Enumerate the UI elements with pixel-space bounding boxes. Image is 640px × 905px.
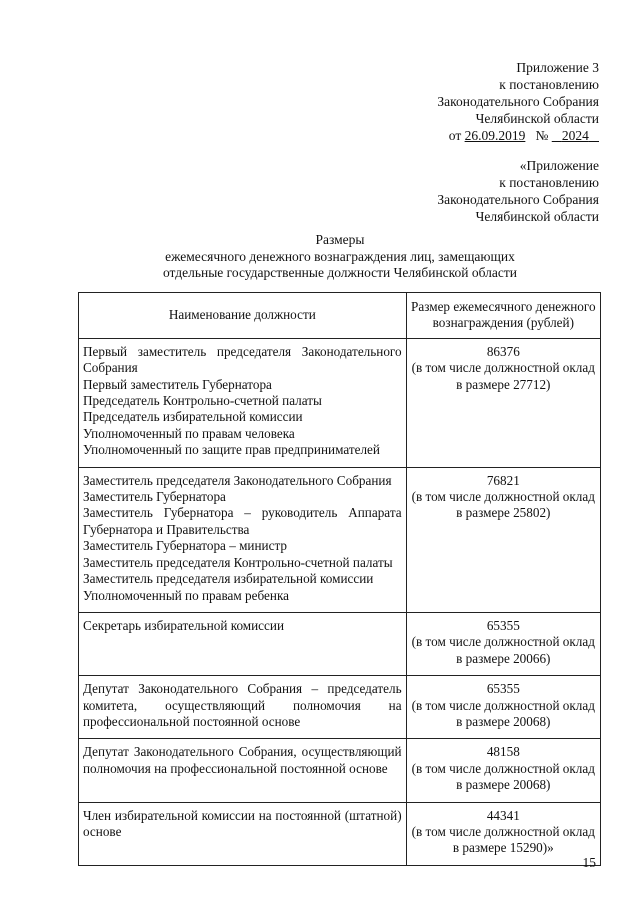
document-heading — [80, 232, 600, 282]
position-name: Уполномоченный по правам человека — [83, 425, 295, 441]
position-name: Председатель избирательной комиссии — [83, 409, 303, 425]
amount-note: (в том числе должностной оклад в размере 25802) — [411, 489, 595, 521]
amount-note: (в том числе должностной оклад в размере 20068) — [411, 697, 595, 729]
appendix-quote-line: Челябинской области — [475, 209, 599, 224]
amount-value: 65355 — [486, 617, 520, 633]
position-cell — [79, 739, 407, 802]
page-number: 15 — [582, 855, 596, 870]
salary-table — [78, 292, 601, 866]
appendix-date-line — [359, 127, 599, 144]
position-name: Заместитель Губернатора – министр — [83, 538, 287, 554]
amount-note: (в том числе должностной оклад в размере 20066) — [411, 634, 595, 666]
position-name: Заместитель председателя Контрольно-счетной палаты — [83, 554, 393, 570]
position-name: Председатель Контрольно-счетной палаты — [83, 393, 322, 409]
amount-value: 48158 — [486, 744, 520, 760]
header-position: Наименование должности — [79, 293, 407, 339]
position-name: Первый заместитель председателя Законодательного Собрания — [83, 343, 402, 376]
heading-line: отдельные государственные должности Челябинской области — [162, 265, 518, 280]
table-row — [79, 338, 601, 467]
date-prefix: от — [448, 128, 462, 143]
appendix-title: Приложение 3 — [516, 60, 599, 75]
position-name: Депутат Законодательного Собрания, осуществляющий полномочия на профессиональной постоянной основе — [83, 744, 402, 776]
position-name: Депутат Законодательного Собрания – председатель комитета, осуществляющий полномочия на профессиональной постоянной основе — [83, 681, 402, 729]
appendix-header — [359, 59, 599, 144]
amount-cell — [406, 467, 600, 612]
table-row — [79, 802, 601, 865]
position-name: Заместитель председателя Законодательного Собрания — [83, 472, 392, 488]
heading-line: ежемесячного денежного вознаграждения лиц, замещающих — [165, 248, 515, 264]
appendix-line: Законодательного Собрания — [437, 94, 599, 109]
position-name: Секретарь избирательной комиссии — [83, 617, 285, 633]
amount-cell — [406, 802, 600, 865]
position-cell — [79, 676, 407, 739]
amount-value: 76821 — [486, 472, 520, 488]
position-name: Член избирательной комиссии на постоянной (штатной) основе — [83, 807, 402, 839]
position-name: Заместитель Губернатора – руководитель Аппарата Губернатора и Правительства — [83, 505, 402, 537]
amount-cell — [406, 612, 600, 675]
decree-date: 26.09.2019 — [464, 128, 526, 143]
amount-value: 65355 — [486, 681, 520, 697]
position-cell — [79, 612, 407, 675]
amount-cell — [406, 338, 600, 467]
amount-note: (в том числе должностной оклад в размере 20068) — [411, 760, 595, 793]
table-row — [79, 739, 601, 802]
amount-note: (в том числе должностной оклад в размере 15290)» — [411, 823, 595, 856]
header-amount: Размер ежемесячного денежного вознаграждения (рублей) — [406, 293, 600, 339]
decree-number: 2024 — [561, 128, 589, 143]
number-prefix: № — [535, 128, 549, 143]
position-name: Заместитель председателя избирательной комиссии — [83, 571, 374, 587]
amount-note: (в том числе должностной оклад в размере 27712) — [411, 360, 595, 392]
position-name: Уполномоченный по защите прав предпринимателей — [83, 442, 380, 458]
position-name: Заместитель Губернатора — [83, 489, 226, 505]
position-cell — [79, 802, 407, 865]
table-header-row — [79, 293, 601, 339]
appendix-line: Челябинской области — [475, 111, 599, 126]
amount-cell — [406, 676, 600, 739]
appendix-quote-title: «Приложение — [519, 158, 599, 173]
table-row — [79, 676, 601, 739]
appendix-quote-line: к постановлению — [499, 175, 599, 190]
heading-title: Размеры — [315, 232, 365, 247]
appendix-line: к постановлению — [499, 77, 599, 92]
amount-value: 44341 — [486, 807, 520, 823]
position-name: Первый заместитель Губернатора — [83, 376, 272, 392]
appendix-quote-header — [359, 157, 599, 225]
table-row — [79, 612, 601, 675]
position-name: Уполномоченный по правам ребенка — [83, 587, 290, 603]
amount-value: 86376 — [486, 343, 520, 359]
position-cell — [79, 338, 407, 467]
table-row — [79, 467, 601, 612]
appendix-quote-line: Законодательного Собрания — [437, 192, 599, 207]
amount-cell — [406, 739, 600, 802]
position-cell — [79, 467, 407, 612]
